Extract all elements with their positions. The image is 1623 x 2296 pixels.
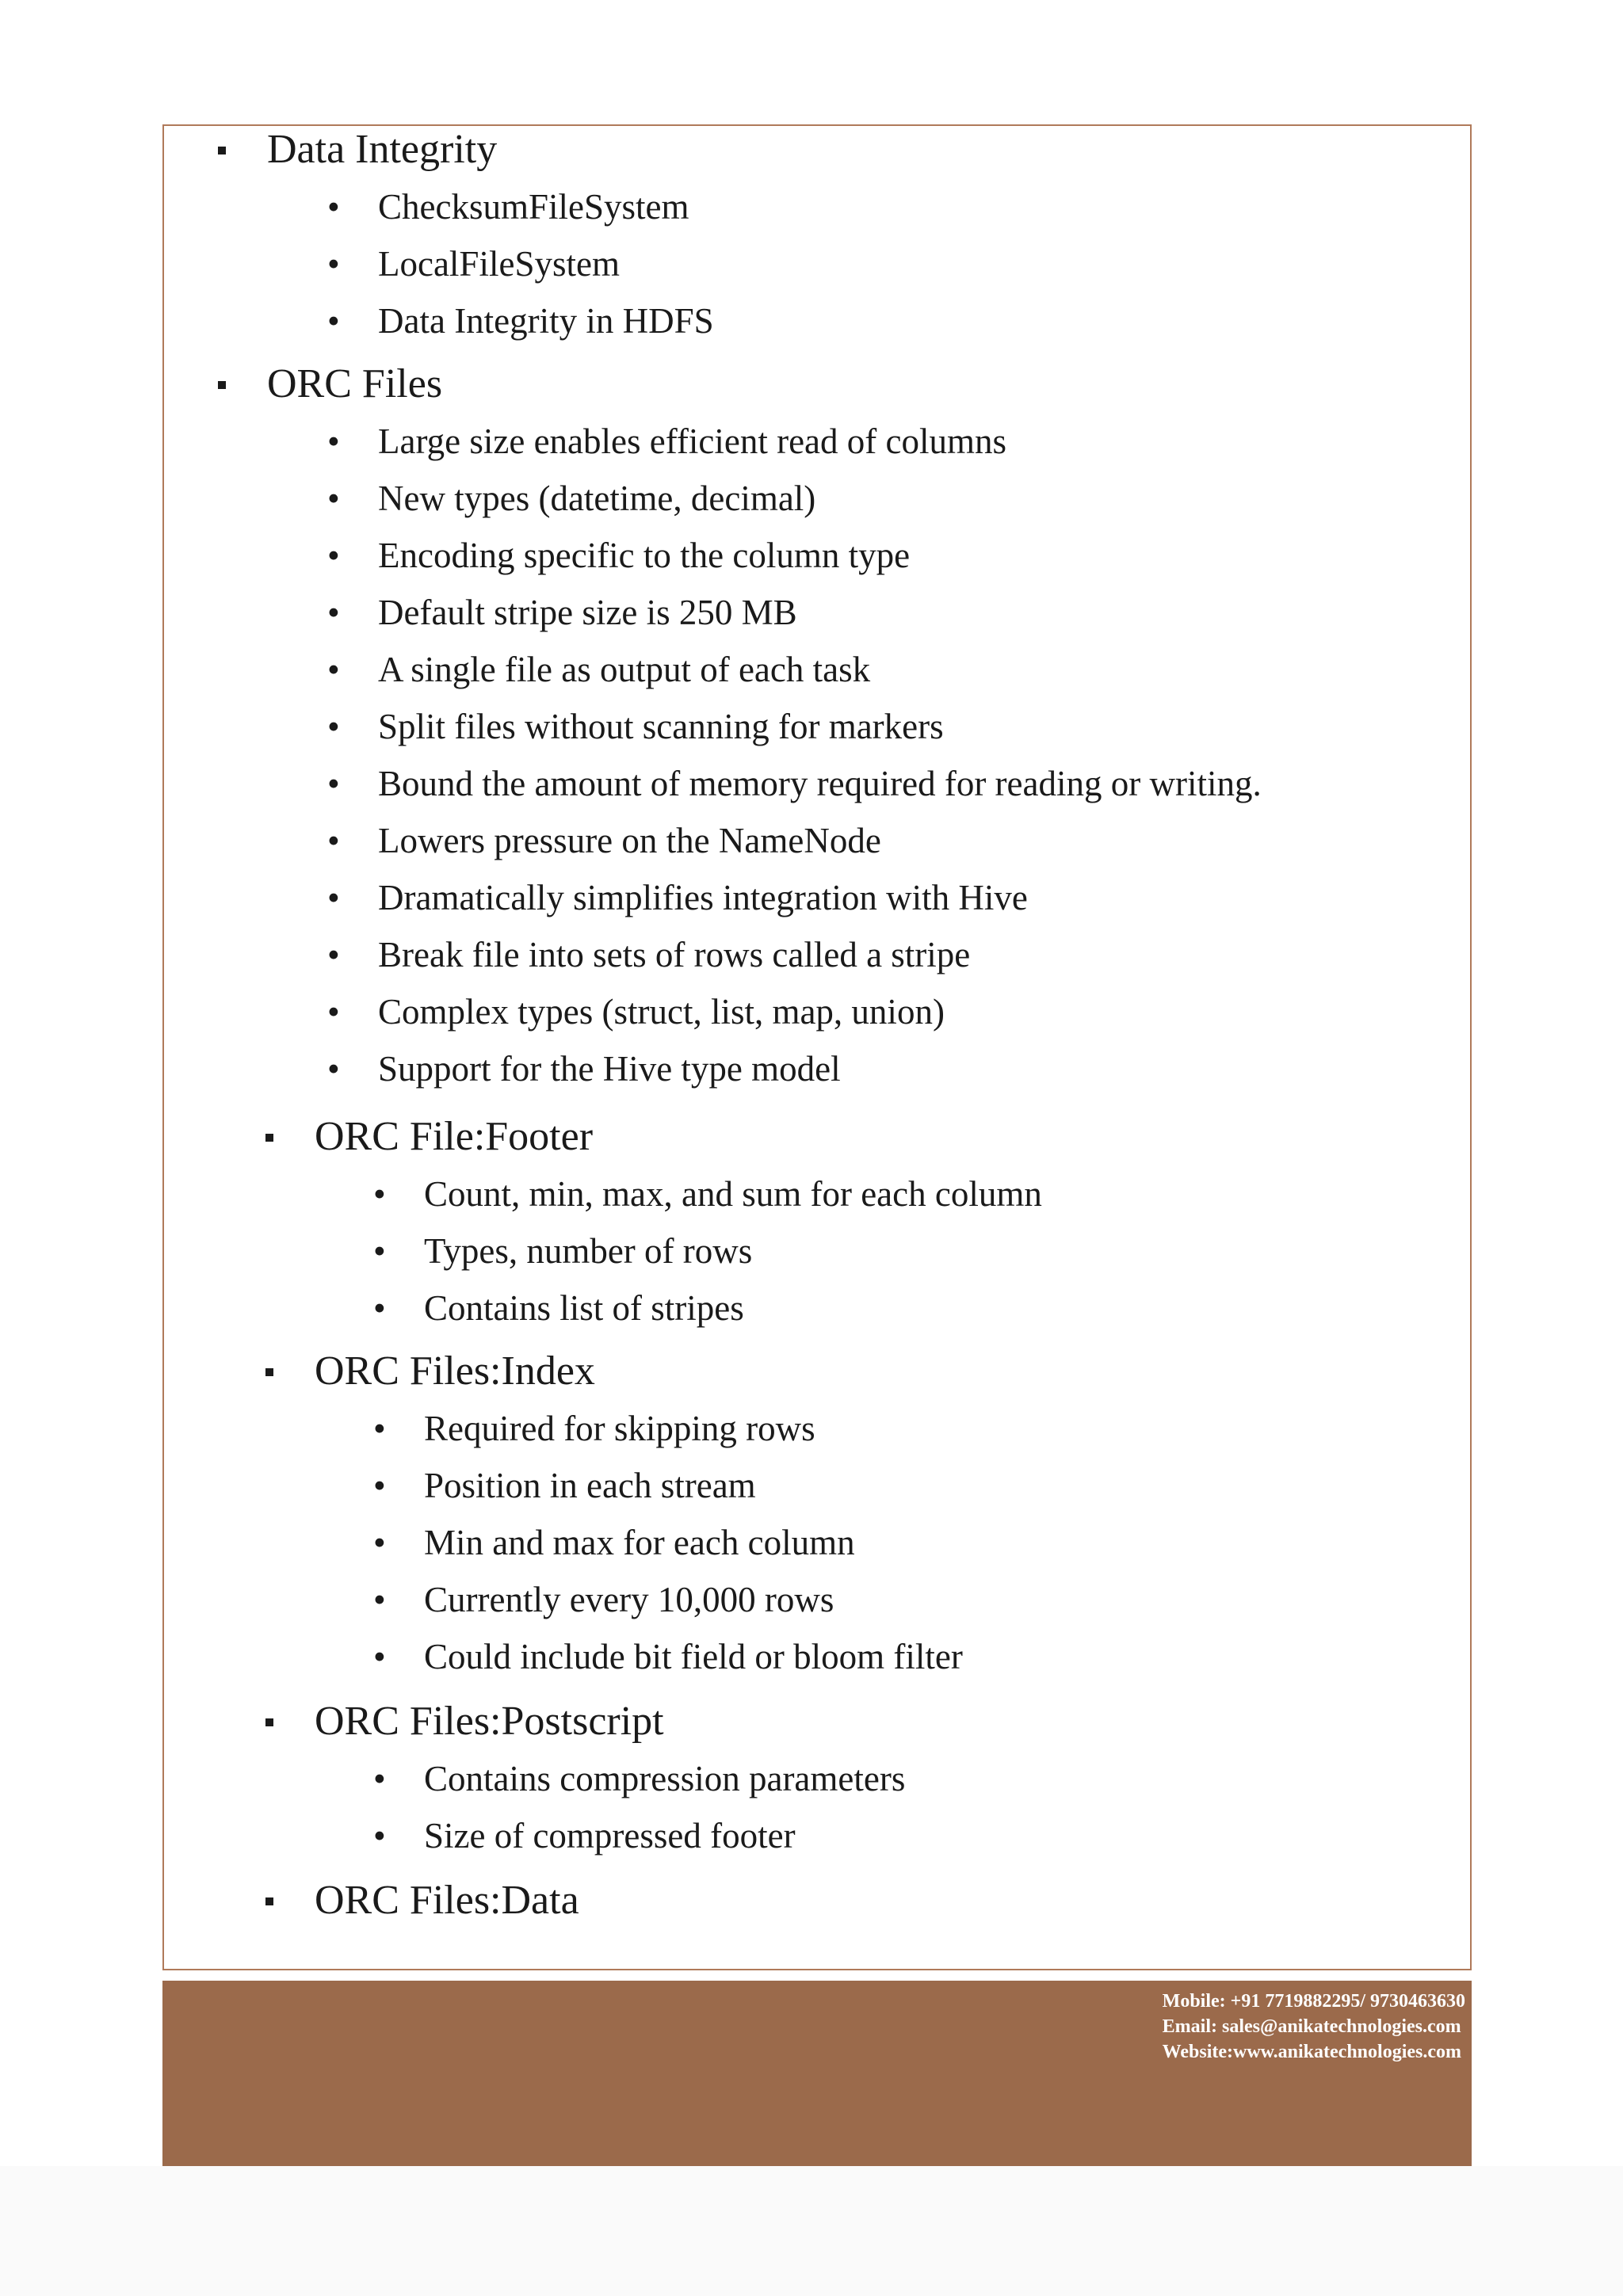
bullet-icon: • xyxy=(373,1637,386,1676)
bullet-icon: • xyxy=(327,187,340,227)
footer-band xyxy=(162,1981,1472,2166)
bullet-icon: • xyxy=(327,707,340,746)
list-item-text: ChecksumFileSystem xyxy=(378,187,689,227)
heading-orc-files xyxy=(267,360,442,408)
square-bullet-icon xyxy=(265,1718,273,1726)
list-item-text: Contains list of stripes xyxy=(424,1288,744,1328)
list-item-text: New types (datetime, decimal) xyxy=(378,479,816,518)
list-item-text: Bound the amount of memory required for reading or writing. xyxy=(378,764,1262,803)
bullet-icon: • xyxy=(327,650,340,689)
bullet-icon: • xyxy=(373,1174,386,1214)
list-item xyxy=(373,1229,753,1273)
heading-orc-index xyxy=(315,1348,595,1395)
page-bottom-margin xyxy=(0,2166,1623,2296)
list-item xyxy=(327,818,881,863)
list-item-text: Size of compressed footer xyxy=(424,1816,796,1855)
heading-orc-postscript xyxy=(315,1698,664,1745)
list-item xyxy=(327,185,689,229)
bullet-icon: • xyxy=(327,536,340,575)
heading-text: ORC Files:Index xyxy=(315,1348,595,1394)
bullet-icon: • xyxy=(327,821,340,860)
bullet-icon: • xyxy=(373,1466,386,1505)
footer-email: Email: sales@anikatechnologies.com xyxy=(1162,2016,1461,2037)
heading-orc-data xyxy=(315,1877,579,1924)
bullet-icon: • xyxy=(373,1409,386,1448)
list-item-text: Encoding specific to the column type xyxy=(378,536,911,575)
list-item-text: Count, min, max, and sum for each column xyxy=(424,1174,1042,1214)
square-bullet-icon xyxy=(265,1897,273,1905)
list-item xyxy=(373,1286,744,1330)
list-item-text: Types, number of rows xyxy=(424,1231,753,1271)
heading-text: ORC Files xyxy=(267,361,443,406)
list-item xyxy=(373,1520,855,1565)
heading-text: Data Integrity xyxy=(267,127,498,172)
list-item xyxy=(327,761,1262,806)
list-item-text: Min and max for each column xyxy=(424,1523,855,1562)
bullet-icon: • xyxy=(327,593,340,632)
footer-website: Website:www.anikatechnologies.com xyxy=(1162,2042,1461,2062)
bullet-icon: • xyxy=(327,479,340,518)
heading-text: ORC Files:Data xyxy=(315,1878,579,1923)
heading-text: ORC Files:Postscript xyxy=(315,1699,664,1744)
list-item xyxy=(327,590,797,635)
list-item-text: Support for the Hive type model xyxy=(378,1049,841,1089)
heading-orc-footer xyxy=(315,1113,593,1161)
bullet-icon: • xyxy=(327,764,340,803)
list-item-text: Large size enables efficient read of columns xyxy=(378,421,1006,461)
bullet-icon: • xyxy=(373,1288,386,1328)
square-bullet-icon xyxy=(265,1368,273,1376)
list-item-text: Split files without scanning for markers xyxy=(378,707,944,746)
list-item-text: Complex types (struct, list, map, union) xyxy=(378,992,945,1032)
list-item-text: Required for skipping rows xyxy=(424,1409,815,1448)
bullet-icon: • xyxy=(327,1049,340,1089)
list-item-text: A single file as output of each task xyxy=(378,650,871,689)
list-item xyxy=(373,1463,756,1508)
list-item xyxy=(373,1756,906,1801)
bullet-icon: • xyxy=(327,878,340,917)
list-item xyxy=(373,1406,815,1451)
list-item xyxy=(327,299,714,343)
bullet-icon: • xyxy=(373,1816,386,1855)
list-item-text: Break file into sets of rows called a stripe xyxy=(378,935,971,974)
footer-contact xyxy=(1163,1989,1465,2065)
square-bullet-icon xyxy=(265,1134,273,1142)
list-item xyxy=(327,533,911,578)
list-item-text: Currently every 10,000 rows xyxy=(424,1580,834,1619)
list-item xyxy=(373,1577,834,1622)
heading-text: ORC File:Footer xyxy=(315,1114,594,1159)
bullet-icon: • xyxy=(327,301,340,341)
list-item-text: Contains compression parameters xyxy=(424,1759,906,1798)
bullet-icon: • xyxy=(373,1231,386,1271)
bullet-icon: • xyxy=(373,1580,386,1619)
list-item xyxy=(327,704,944,749)
bullet-icon: • xyxy=(327,421,340,461)
footer-mobile: Mobile: +91 7719882295/ 9730463630 xyxy=(1162,1991,1465,2012)
list-item-text: LocalFileSystem xyxy=(378,244,620,284)
list-item xyxy=(327,933,971,977)
list-item xyxy=(373,1814,796,1858)
square-bullet-icon xyxy=(218,147,226,154)
list-item-text: Position in each stream xyxy=(424,1466,756,1505)
list-item-text: Could include bit field or bloom filter xyxy=(424,1637,963,1676)
list-item-text: Data Integrity in HDFS xyxy=(378,301,714,341)
list-item xyxy=(373,1172,1042,1216)
list-item xyxy=(327,419,1006,463)
bullet-icon: • xyxy=(373,1523,386,1562)
list-item xyxy=(373,1634,963,1679)
list-item xyxy=(327,647,871,692)
heading-data-integrity xyxy=(267,126,497,174)
list-item xyxy=(327,875,1028,920)
square-bullet-icon xyxy=(218,381,226,389)
list-item-text: Dramatically simplifies integration with Hive xyxy=(378,878,1028,917)
bullet-icon: • xyxy=(327,935,340,974)
content-frame xyxy=(162,124,1472,1970)
bullet-icon: • xyxy=(373,1759,386,1798)
list-item-text: Default stripe size is 250 MB xyxy=(378,593,797,632)
list-item xyxy=(327,476,816,521)
bullet-icon: • xyxy=(327,244,340,284)
list-item xyxy=(327,1047,841,1091)
bullet-icon: • xyxy=(327,992,340,1032)
list-item-text: Lowers pressure on the NameNode xyxy=(378,821,881,860)
list-item xyxy=(327,990,945,1034)
list-item xyxy=(327,242,620,286)
